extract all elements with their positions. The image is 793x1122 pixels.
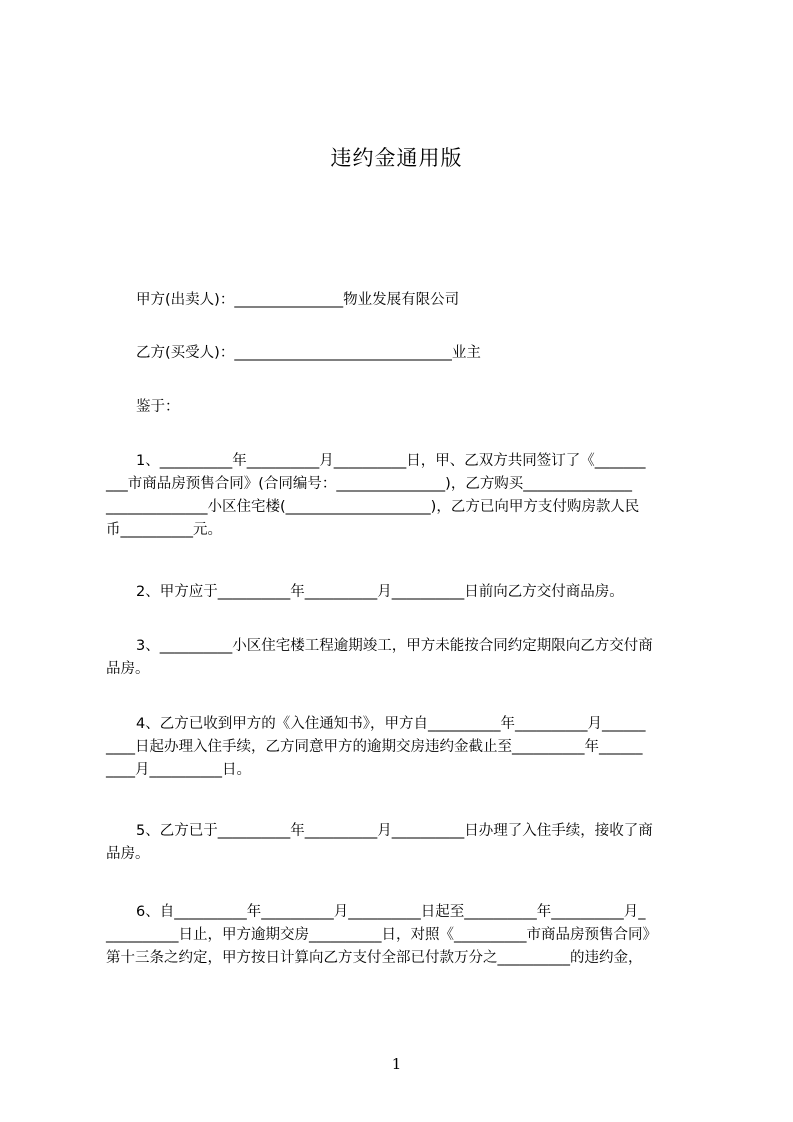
clause-4-line: ____月__________日。	[106, 762, 251, 778]
clause-5-line: 5、乙方已于__________年__________月__________日办理了入住手续，接收了商	[136, 823, 653, 839]
party-b-line	[106, 342, 696, 365]
clause-6-line: 第十三条之约定，甲方按日计算向乙方支付全部已付款万分之__________的违约金，	[106, 950, 643, 966]
whereas-line	[106, 396, 696, 419]
clause-2	[106, 581, 696, 604]
clause-1-line: ___市商品房预售合同》(合同编号：_______________)，乙方购买_______________	[106, 476, 633, 492]
clause-4	[106, 713, 696, 782]
clause-6-line: __________日止，甲方逾期交房__________日，对照《__________市商品房预售合同》	[106, 927, 657, 943]
clause-5	[106, 820, 696, 866]
clause-3	[106, 635, 696, 681]
party-a-text: 甲方(出卖人)：_______________物业发展有限公司	[136, 292, 460, 308]
whereas-text: 鉴于：	[136, 399, 180, 415]
party-a-line	[106, 289, 696, 312]
clause-1-line: 1、__________年__________月__________日，甲、乙双方共同签订了《_______	[136, 453, 646, 469]
document-title: 违约金通用版	[330, 146, 463, 170]
clause-4-line: 4、乙方已收到甲方的《入住通知书》，甲方自__________年__________月______	[136, 716, 646, 732]
clause-6	[106, 901, 696, 970]
clause-5-line: 品房。	[106, 846, 150, 862]
clause-2-line: 2、甲方应于__________年__________月__________日前向乙方交付商品房。	[136, 584, 624, 600]
clause-1-line: ______________小区住宅楼(____________________)，乙方已向甲方支付购房款人民	[106, 499, 640, 515]
clause-1-line: 币__________元。	[106, 522, 222, 538]
clause-3-line: 品房。	[106, 661, 150, 677]
clause-1	[106, 450, 696, 542]
page-number: 1	[391, 1055, 402, 1073]
clause-4-line: ____日起办理入住手续，乙方同意甲方的逾期交房违约金截止至__________年______	[106, 739, 643, 755]
party-b-text: 乙方(买受人)：______________________________业主	[136, 345, 481, 361]
clause-3-line: 3、__________小区住宅楼工程逾期竣工，甲方未能按合同约定期限向乙方交付商	[136, 638, 653, 654]
clause-6-line: 6、自__________年__________月__________日起至__________年__________月_	[136, 904, 646, 920]
